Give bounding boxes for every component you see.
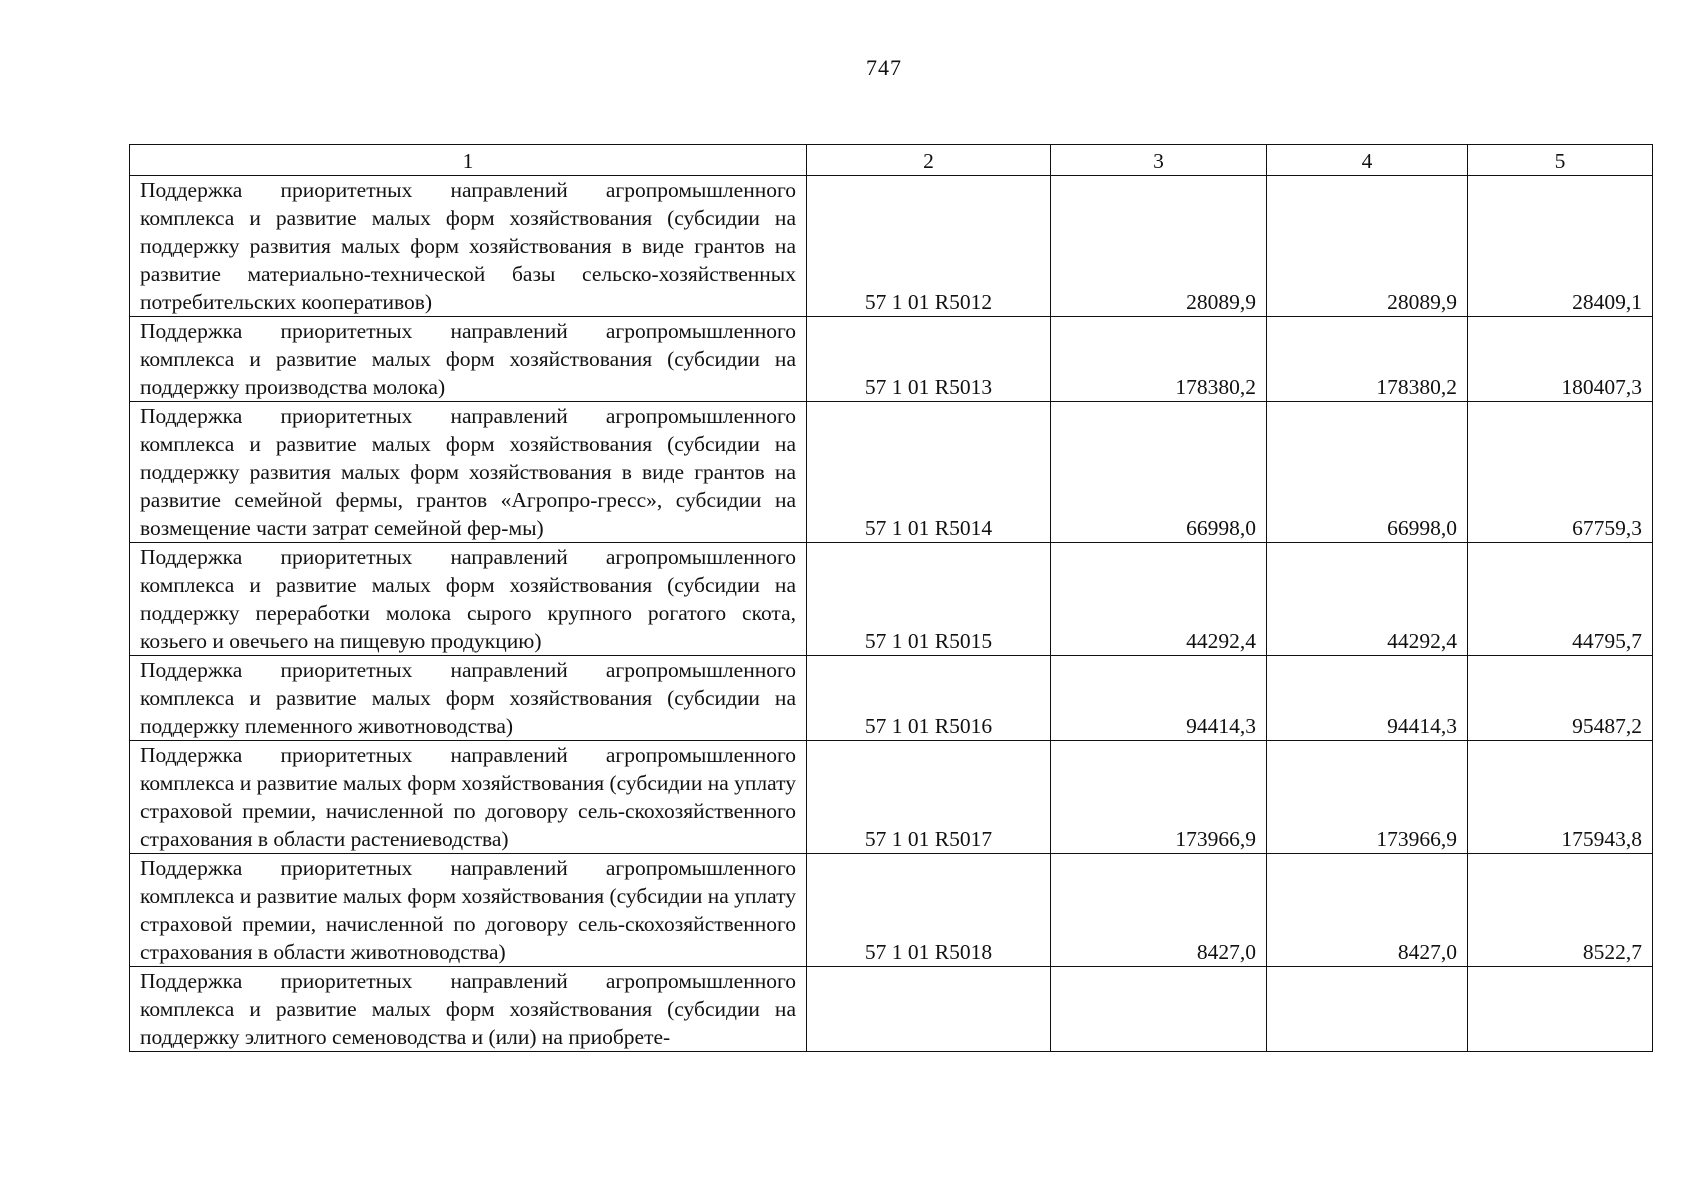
table-row (130, 741, 1653, 854)
row-value-col5: 8522,7 (1468, 854, 1653, 967)
row-value-col3: 94414,3 (1051, 656, 1267, 741)
row-code: 57 1 01 R5016 (807, 656, 1051, 741)
row-description: Поддержка приоритетных направлений агропромышленного комплекса и развитие малых форм хозяйствования (субсидии на поддержку племенного животноводства) (130, 656, 807, 741)
table-row (130, 854, 1653, 967)
row-value-col4: 44292,4 (1267, 543, 1468, 656)
row-description: Поддержка приоритетных направлений агропромышленного комплекса и развитие малых форм хозяйствования (субсидии на уплату страховой премии, начисленной по договору сель-скохозяйственного страхования в области растениеводства) (130, 741, 807, 854)
row-code (807, 967, 1051, 1052)
row-value-col3: 28089,9 (1051, 176, 1267, 317)
row-value-col4: 28089,9 (1267, 176, 1468, 317)
row-value-col4: 173966,9 (1267, 741, 1468, 854)
table-row (130, 317, 1653, 402)
row-description: Поддержка приоритетных направлений агропромышленного комплекса и развитие малых форм хозяйствования (субсидии на уплату страховой премии, начисленной по договору сель-скохозяйственного страхования в области животноводства) (130, 854, 807, 967)
row-description: Поддержка приоритетных направлений агропромышленного комплекса и развитие малых форм хозяйствования (субсидии на поддержку переработки молока сырого крупного рогатого скота, козьего и овечьего на пищевую продукцию) (130, 543, 807, 656)
row-value-col4: 178380,2 (1267, 317, 1468, 402)
row-value-col5: 95487,2 (1468, 656, 1653, 741)
table-row (130, 967, 1653, 1052)
table-row (130, 656, 1653, 741)
row-code: 57 1 01 R5012 (807, 176, 1051, 317)
row-value-col3 (1051, 967, 1267, 1052)
table-row (130, 543, 1653, 656)
row-description: Поддержка приоритетных направлений агропромышленного комплекса и развитие малых форм хозяйствования (субсидии на поддержку элитного семеноводства и (или) на приобрете- (130, 967, 807, 1052)
row-description: Поддержка приоритетных направлений агропромышленного комплекса и развитие малых форм хозяйствования (субсидии на поддержку производства молока) (130, 317, 807, 402)
header-col-3: 3 (1051, 145, 1267, 176)
row-value-col5 (1468, 967, 1653, 1052)
row-value-col3: 44292,4 (1051, 543, 1267, 656)
header-row (130, 145, 1653, 176)
table-row (130, 176, 1653, 317)
header-col-2: 2 (807, 145, 1051, 176)
row-value-col3: 178380,2 (1051, 317, 1267, 402)
row-code: 57 1 01 R5013 (807, 317, 1051, 402)
row-code: 57 1 01 R5014 (807, 402, 1051, 543)
row-value-col4 (1267, 967, 1468, 1052)
row-value-col5: 175943,8 (1468, 741, 1653, 854)
header-col-1: 1 (130, 145, 807, 176)
header-col-4: 4 (1267, 145, 1468, 176)
row-value-col4: 8427,0 (1267, 854, 1468, 967)
table-header (130, 145, 1653, 176)
row-code: 57 1 01 R5015 (807, 543, 1051, 656)
page-number: 747 (866, 55, 902, 80)
row-code: 57 1 01 R5018 (807, 854, 1051, 967)
row-value-col3: 66998,0 (1051, 402, 1267, 543)
row-code: 57 1 01 R5017 (807, 741, 1051, 854)
row-value-col5: 180407,3 (1468, 317, 1653, 402)
row-value-col3: 8427,0 (1051, 854, 1267, 967)
row-value-col4: 94414,3 (1267, 656, 1468, 741)
row-description: Поддержка приоритетных направлений агропромышленного комплекса и развитие малых форм хозяйствования (субсидии на поддержку развития малых форм хозяйствования в виде грантов на развитие семейной фермы, грантов «Агропро-гресс», субсидии на возмещение части затрат семейной фер-мы) (130, 402, 807, 543)
table-row (130, 402, 1653, 543)
row-value-col5: 44795,7 (1468, 543, 1653, 656)
budget-table (129, 144, 1653, 1052)
row-value-col5: 67759,3 (1468, 402, 1653, 543)
header-col-5: 5 (1468, 145, 1653, 176)
table-body (130, 176, 1653, 1052)
row-value-col4: 66998,0 (1267, 402, 1468, 543)
row-value-col3: 173966,9 (1051, 741, 1267, 854)
row-value-col5: 28409,1 (1468, 176, 1653, 317)
row-description: Поддержка приоритетных направлений агропромышленного комплекса и развитие малых форм хозяйствования (субсидии на поддержку развития малых форм хозяйствования в виде грантов на развитие материально-технической базы сельско-хозяйственных потребительских кооперативов) (130, 176, 807, 317)
